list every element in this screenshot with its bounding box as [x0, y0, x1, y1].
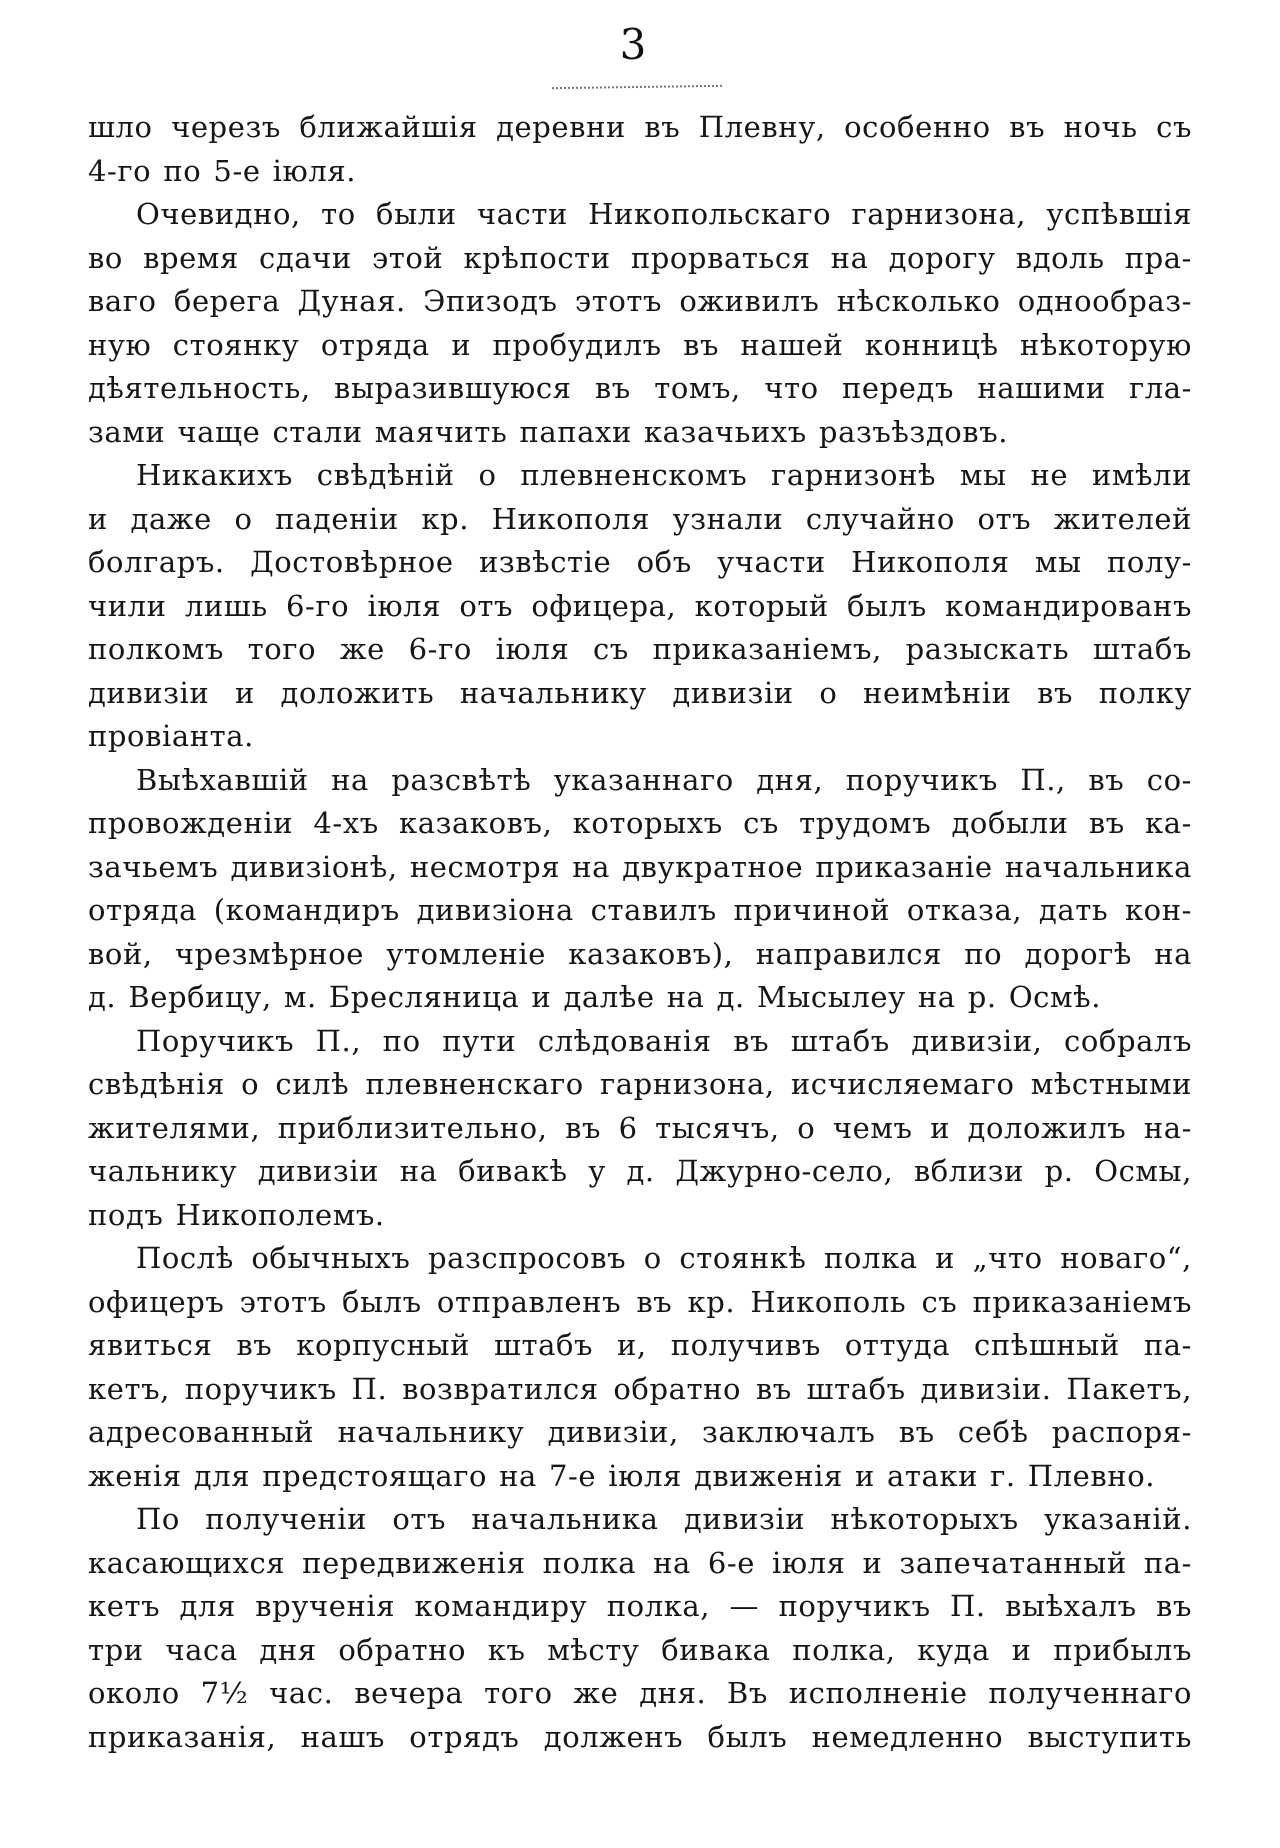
text-line: приказанія, нашъ отрядъ долженъ былъ немедленно выступить	[88, 1719, 1192, 1754]
text-line: болгаръ. Достовѣрное извѣстіе объ участи Никополя мы полу-	[88, 545, 1192, 579]
text-line: женія для предстоящаго на 7-е іюля движенія и атаки г. Плевно.	[88, 1458, 1156, 1493]
text-line: три часа дня обратно къ мѣсту бивака полка, куда и прибылъ	[88, 1632, 1192, 1667]
text-line: дивизіи и доложить начальнику дивизіи о неимѣніи въ полку	[88, 675, 1192, 710]
text-line: дѣятельность, выразившуюся въ томъ, что передъ нашими гла-	[88, 371, 1192, 405]
text-line: адресованный начальнику дивизіи, заключалъ въ себѣ распоря-	[88, 1415, 1192, 1449]
page-number: 3	[619, 20, 647, 69]
text-line: ную стоянку отряда и пробудилъ въ нашей конницѣ нѣкоторую	[88, 327, 1192, 362]
text-line: Выѣхавшій на разсвѣтѣ указаннаго дня, поручикъ П., въ со-	[136, 762, 1192, 797]
page-number-underline	[552, 85, 722, 89]
text-line: отряда (командиръ дивизіона ставилъ причиной отказа, дать кон-	[88, 893, 1192, 927]
text-line: Поручикъ П., по пути слѣдованія въ штабъ дивизіи, собралъ	[136, 1023, 1192, 1058]
text-line: кетъ для врученія командиру полка, — поручикъ П. выѣхалъ въ	[88, 1589, 1192, 1623]
text-line: подъ Никополемъ.	[88, 1197, 385, 1232]
text-line: и даже о паденіи кр. Никополя узнали случайно отъ жителей	[88, 501, 1192, 536]
text-line: ваго берега Дуная. Эпизодъ этотъ оживилъ нѣсколько однообраз-	[88, 284, 1192, 318]
text-line: около 7½ час. вечера того же дня. Въ исполненіе полученнаго	[88, 1676, 1192, 1710]
text-line: свѣдѣнія о силѣ плевненскаго гарнизона, исчисляемаго мѣстными	[88, 1067, 1192, 1101]
text-line: провіанта.	[88, 719, 254, 753]
text-line: зами чаще стали маячить папахи казачьихъ разъѣздовъ.	[88, 414, 1009, 449]
text-line: По полученіи отъ начальника дивизіи нѣкоторыхъ указаній.	[136, 1502, 1192, 1536]
text-line: явиться въ корпусный штабъ и, получивъ оттуда спѣшный па-	[88, 1328, 1192, 1362]
text-line: Никакихъ свѣдѣній о плевненскомъ гарнизонѣ мы не имѣли	[136, 458, 1192, 492]
text-line: жителями, приблизительно, въ 6 тысячъ, о чемъ и доложилъ на-	[88, 1110, 1192, 1145]
text-line: зачьемъ дивизіонѣ, несмотря на двукратное приказаніе начальника	[88, 849, 1192, 884]
text-line: кетъ, поручикъ П. возвратился обратно въ штабъ дивизіи. Пакетъ,	[88, 1371, 1192, 1406]
text-line: Послѣ обычныхъ разспросовъ о стоянкѣ полка и „что новаго“,	[136, 1241, 1192, 1275]
text-line: полкомъ того же 6-го іюля съ приказаніемъ, разыскать штабъ	[88, 632, 1192, 666]
text-line: шло черезъ ближайшія деревни въ Плевну, особенно въ ночь съ	[88, 110, 1192, 144]
text-line: во время сдачи этой крѣпости прорваться на дорогу вдоль пра-	[88, 240, 1192, 275]
text-line: провожденіи 4-хъ казаковъ, которыхъ съ трудомъ добыли въ ка-	[88, 806, 1192, 840]
text-line: 4-го по 5-е іюля.	[88, 153, 357, 188]
text-line: офицеръ этотъ былъ отправленъ въ кр. Никополь съ приказаніемъ	[88, 1284, 1192, 1319]
text-line: касающихся передвиженія полка на 6-е іюля и запечатанный па-	[88, 1545, 1192, 1580]
text-line: Очевидно, то были части Никопольскаго гарнизона, успѣвшія	[136, 197, 1192, 231]
page-text	[88, 106, 1192, 1759]
text-line: чальнику дивизіи на бивакѣ у д. Джурно-село, вблизи р. Осмы,	[88, 1154, 1192, 1188]
text-line: чили лишь 6-го іюля отъ офицера, который былъ командированъ	[88, 588, 1192, 623]
text-line: вой, чрезмѣрное утомленіе казаковъ), направился по дорогѣ на	[88, 936, 1192, 971]
text-line: д. Вербицу, м. Бресляница и далѣе на д. Мысылеу на р. Осмѣ.	[88, 980, 1102, 1014]
